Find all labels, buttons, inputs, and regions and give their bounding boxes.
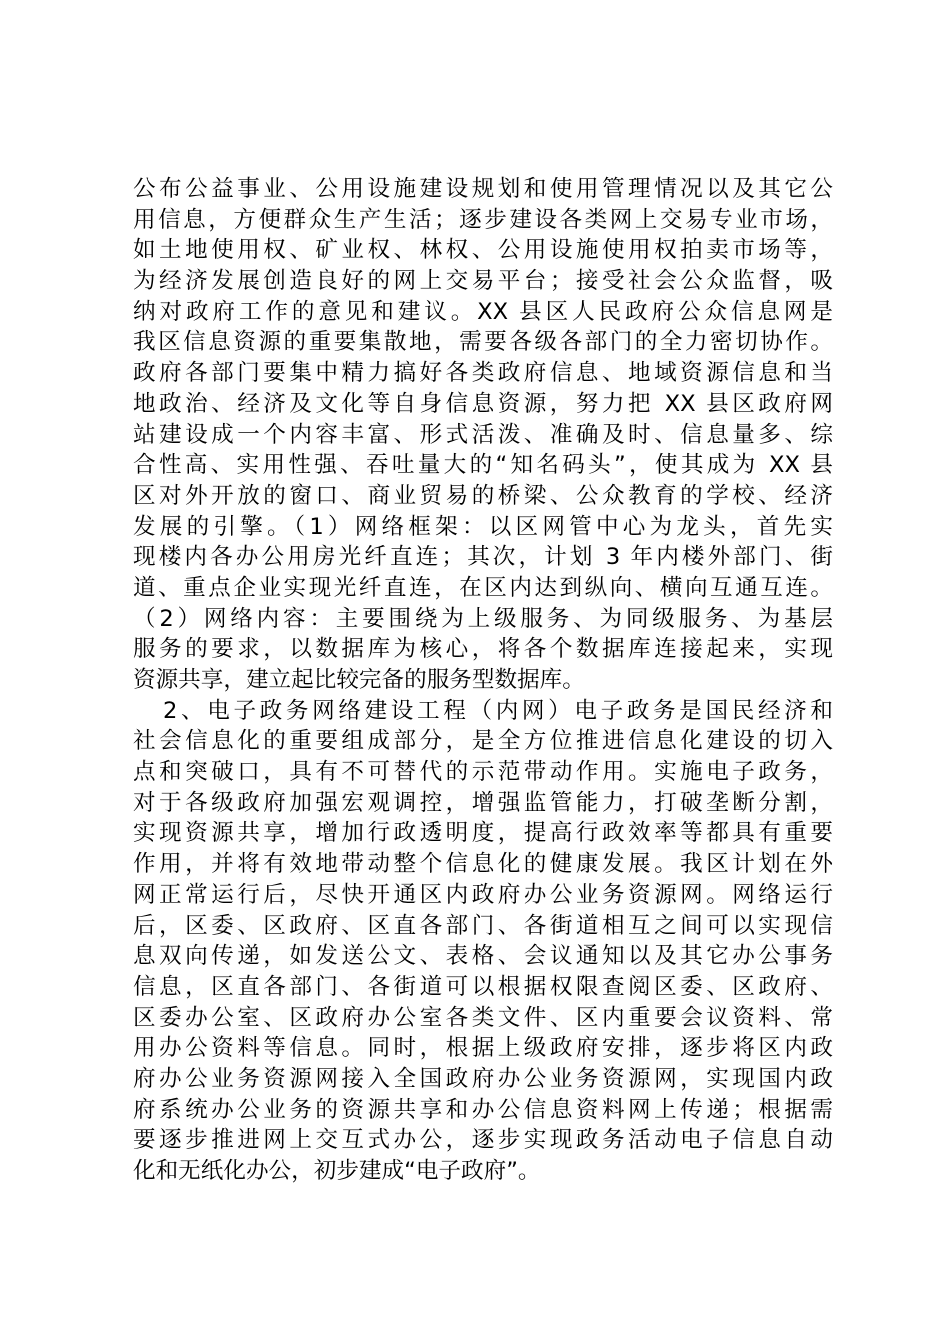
text-line: 现楼内各办公用房光纤直连；其次，计划 3 年内楼外部门、街 xyxy=(133,544,833,571)
text-line: 政府各部门要集中精力搞好各类政府信息、地域资源信息和当 xyxy=(133,360,833,387)
text-line: 为经济发展创造良好的网上交易平台；接受社会公众监督，吸 xyxy=(133,268,833,295)
text-line: 如土地使用权、矿业权、林权、公用设施使用权拍卖市场等， xyxy=(133,237,833,264)
text-line: 点和突破口，具有不可替代的示范带动作用。实施电子政务， xyxy=(133,759,833,786)
text-line: 府系统办公业务的资源共享和办公信息资料网上传递；根据需 xyxy=(133,1096,833,1123)
text-line: 作用，并将有效地带动整个信息化的健康发展。我区计划在外 xyxy=(133,851,833,878)
text-line: 息双向传递，如发送公文、表格、会议通知以及其它办公事务 xyxy=(133,943,833,970)
text-line: （2）网络内容：主要围绕为上级服务、为同级服务、为基层 xyxy=(133,605,833,632)
text-line: 实现资源共享，增加行政透明度，提高行政效率等都具有重要 xyxy=(133,820,833,847)
text-line: 后，区委、区政府、区直各部门、各街道相互之间可以实现信 xyxy=(133,912,833,939)
text-line: 公布公益事业、公用设施建设规划和使用管理情况以及其它公 xyxy=(133,176,833,202)
paragraph-first-line: 2、电子政务网络建设工程（内网）电子政务是国民经济和 xyxy=(163,697,833,724)
text-line: 发展的引擎。（1）网络框架：以区网管中心为龙头，首先实 xyxy=(133,513,833,540)
text-line: 对于各级政府加强宏观调控，增强监管能力，打破垄断分割， xyxy=(133,789,833,816)
text-line: 地政治、经济及文化等自身信息资源，努力把 XX 县区政府网 xyxy=(133,390,833,417)
text-line: 合性高、实用性强、吞吐量大的“知名码头”，使其成为 XX 县 xyxy=(133,452,833,479)
text-line: 纳对政府工作的意见和建议。XX 县区人民政府公众信息网是 xyxy=(133,298,833,325)
text-line: 府办公业务资源网接入全国政府办公业务资源网，实现国内政 xyxy=(133,1065,833,1092)
text-line: 要逐步推进网上交互式办公，逐步实现政务活动电子信息自动 xyxy=(133,1127,833,1154)
text-line: 服务的要求，以数据库为核心，将各个数据库连接起来，实现 xyxy=(133,636,833,663)
text-line: 区委办公室、区政府办公室各类文件、区内重要会议资料、常 xyxy=(133,1004,833,1031)
text-line: 网正常运行后，尽快开通区内政府办公业务资源网。网络运行 xyxy=(133,881,833,908)
text-line: 站建设成一个内容丰富、形式活泼、准确及时、信息量多、综 xyxy=(133,421,833,448)
text-line: 社会信息化的重要组成部分，是全方位推进信息化建设的切入 xyxy=(133,728,833,755)
text-line: 资源共享，建立起比较完备的服务型数据库。 xyxy=(133,667,585,693)
text-line: 道、重点企业实现光纤直连，在区内达到纵向、横向互通互连。 xyxy=(133,574,833,601)
text-line: 化和无纸化办公，初步建成“电子政府”。 xyxy=(133,1158,541,1184)
text-line: 区对外开放的窗口、商业贸易的桥梁、公众教育的学校、经济 xyxy=(133,482,833,509)
body-text xyxy=(133,174,833,1187)
text-line: 我区信息资源的重要集散地，需要各级各部门的全力密切协作。 xyxy=(133,329,833,356)
text-line: 用办公资料等信息。同时，根据上级政府安排，逐步将区内政 xyxy=(133,1035,833,1062)
text-line: 用信息，方便群众生产生活；逐步建设各类网上交易专业市场， xyxy=(133,206,833,233)
text-line: 信息，区直各部门、各街道可以根据权限查阅区委、区政府、 xyxy=(133,973,833,1000)
